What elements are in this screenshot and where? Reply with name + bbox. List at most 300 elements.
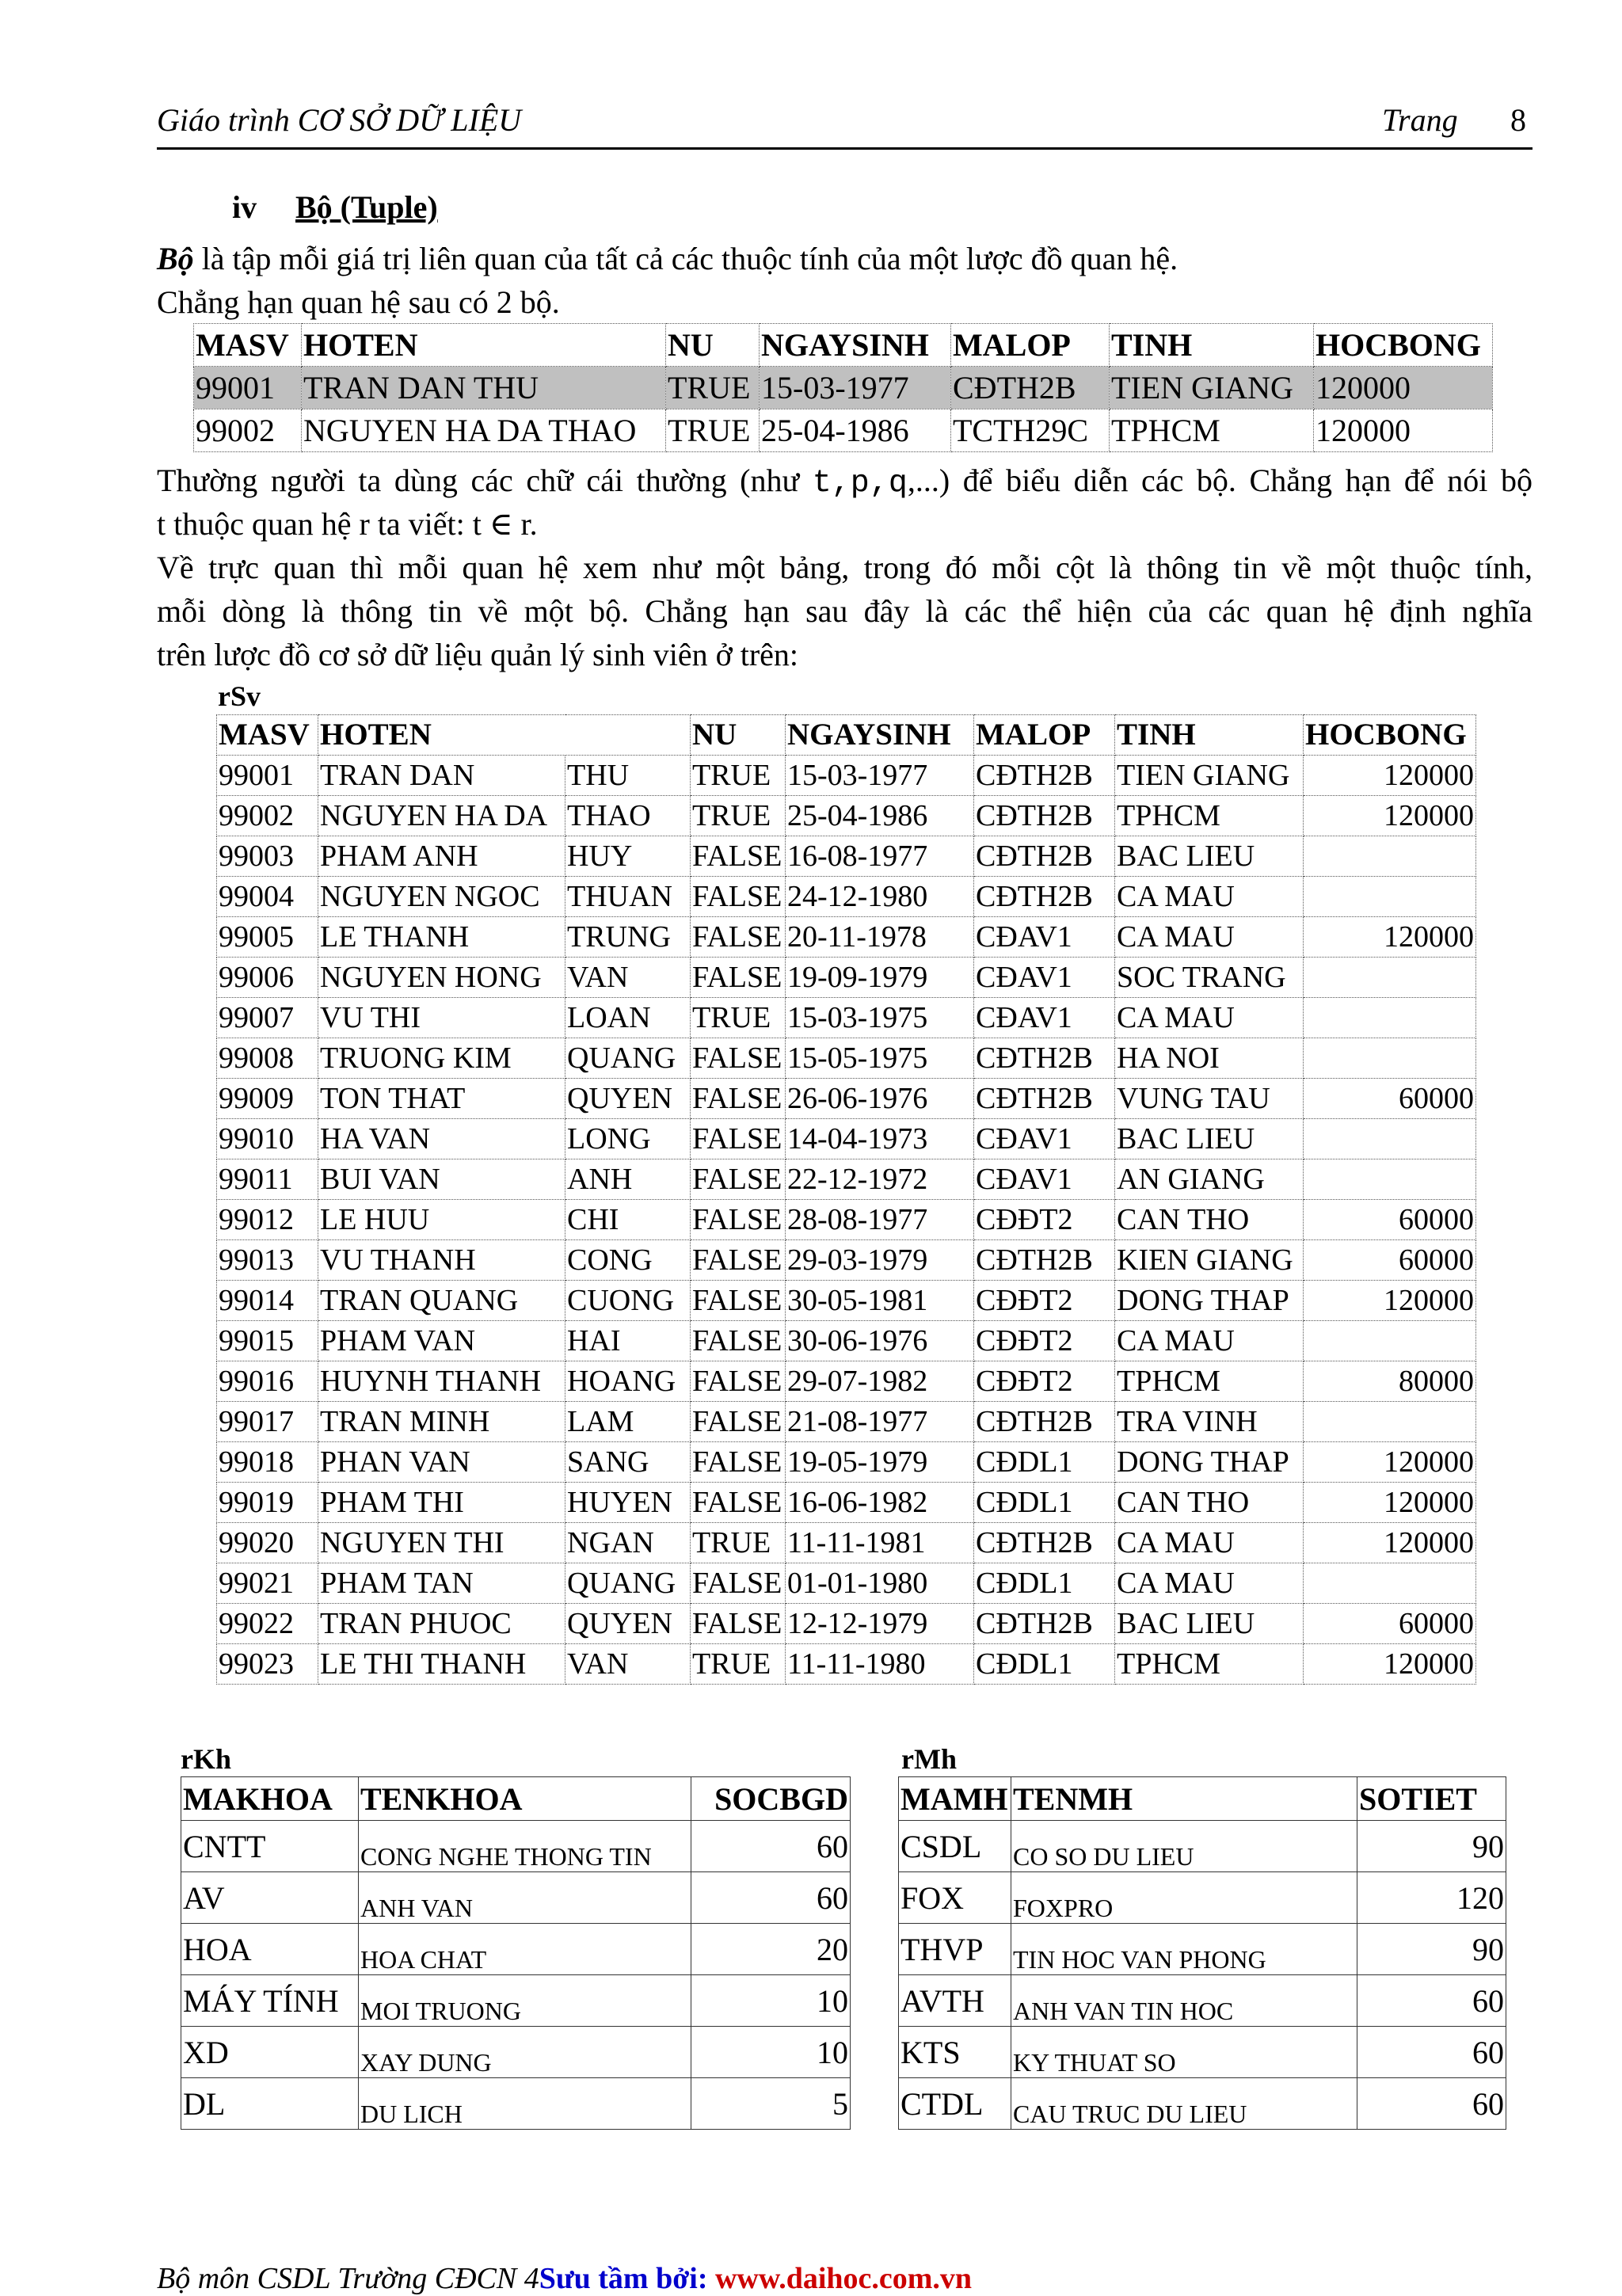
table-row — [217, 1644, 1476, 1685]
column-header: MALOP — [974, 715, 1115, 756]
table-cell: TRUE — [691, 796, 786, 836]
table-cell: TRAN DAN — [318, 756, 565, 796]
table-cell: FALSE — [691, 877, 786, 917]
table-cell: BAC LIEU — [1115, 836, 1304, 877]
footer-department: Bộ môn CSDL Trường CĐCN 4 — [157, 2262, 539, 2295]
table-cell: CĐDL1 — [974, 1483, 1115, 1523]
table-cell: VUNG TAU — [1115, 1079, 1304, 1119]
table-cell: CĐDL1 — [974, 1644, 1115, 1685]
table-row — [217, 877, 1476, 917]
table-row — [181, 1872, 851, 1924]
table-cell: CĐAV1 — [974, 958, 1115, 998]
table-cell: ANH VAN — [359, 1872, 691, 1924]
table-cell: AVTH — [899, 1975, 1011, 2027]
table-cell: 120000 — [1304, 756, 1476, 796]
footer-credit: Sưu tầm bởi: — [539, 2262, 715, 2295]
table-cell: ANH VAN TIN HOC — [1011, 1975, 1357, 2027]
header-page-label: Trang — [1382, 102, 1458, 138]
table-cell: CUONG — [565, 1281, 691, 1321]
table-cell: VU THI — [318, 998, 565, 1038]
table-cell: 20-11-1978 — [786, 917, 974, 958]
table-cell: 12-12-1979 — [786, 1604, 974, 1644]
table-cell: CĐAV1 — [974, 1159, 1115, 1200]
table-cell: PHAM ANH — [318, 836, 565, 877]
table-cell: TIEN GIANG — [1110, 367, 1314, 409]
table-row — [194, 367, 1493, 409]
table-cell: QUYEN — [565, 1079, 691, 1119]
table-cell: 99002 — [194, 409, 302, 452]
table-cell: 99002 — [217, 796, 318, 836]
rmh-table — [898, 1776, 1506, 2130]
table-row — [899, 2027, 1506, 2078]
header-title: Giáo trình CƠ SỞ DỮ LIỆU — [157, 102, 522, 138]
table-cell: 19-09-1979 — [786, 958, 974, 998]
column-header: HOTEN — [318, 715, 691, 756]
table-cell: 99022 — [217, 1604, 318, 1644]
table-row — [899, 1821, 1506, 1872]
column-header: MALOP — [951, 324, 1110, 367]
tuple-table — [193, 323, 1493, 452]
rkh-table — [181, 1776, 851, 2130]
table-row — [217, 1361, 1476, 1402]
table-row — [217, 1321, 1476, 1361]
table-row — [217, 1200, 1476, 1240]
table-cell: TRUE — [691, 756, 786, 796]
table-cell: PHAM THI — [318, 1483, 565, 1523]
table-cell: NGUYEN HA DA THAO — [302, 409, 666, 452]
table-cell: CA MAU — [1115, 877, 1304, 917]
table-cell: 99020 — [217, 1523, 318, 1563]
table-cell: FOX — [899, 1872, 1011, 1924]
paragraph-example: Chẳng hạn quan hệ sau có 2 bộ. — [157, 284, 560, 320]
table-cell: 15-05-1975 — [786, 1038, 974, 1079]
table-cell: QUYEN — [565, 1604, 691, 1644]
table-cell: 20 — [691, 1924, 851, 1975]
table-cell — [1304, 1402, 1476, 1442]
table-cell: PHAN VAN — [318, 1442, 565, 1483]
table-cell: 60 — [691, 1872, 851, 1924]
table-cell: LE THANH — [318, 917, 565, 958]
table-cell: 120000 — [1304, 917, 1476, 958]
table-cell: PHAM VAN — [318, 1321, 565, 1361]
table-row — [217, 1563, 1476, 1604]
footer — [157, 2261, 972, 2296]
table-cell: CĐTH2B — [974, 836, 1115, 877]
table-cell: 60 — [1357, 2027, 1506, 2078]
section-heading — [232, 188, 438, 226]
table-cell: NGUYEN HA DA — [318, 796, 565, 836]
table-cell: CĐĐT2 — [974, 1361, 1115, 1402]
table-cell: 15-03-1977 — [760, 367, 951, 409]
table-cell: TRAN MINH — [318, 1402, 565, 1442]
column-header: TINH — [1110, 324, 1314, 367]
table-cell: HA NOI — [1115, 1038, 1304, 1079]
column-header: TENMH — [1011, 1777, 1357, 1821]
definition-term: Bộ — [157, 241, 194, 276]
table-cell: FALSE — [691, 1604, 786, 1644]
table-row — [217, 1281, 1476, 1321]
table-cell: 99004 — [217, 877, 318, 917]
paragraph-visual-line1: Về trực quan thì mỗi quan hệ xem như một bảng, trong đó mỗi cột là thông tin về một thuộc tính, — [157, 550, 1533, 585]
table-cell: 99023 — [217, 1644, 318, 1685]
rkh-label: rKh — [181, 1743, 232, 1775]
table-row — [217, 1604, 1476, 1644]
table-cell: BAC LIEU — [1115, 1119, 1304, 1159]
table-row — [217, 1442, 1476, 1483]
table-cell: FALSE — [691, 1563, 786, 1604]
table-cell: CTDL — [899, 2078, 1011, 2130]
table-cell: 99001 — [217, 756, 318, 796]
table-cell: 11-11-1981 — [786, 1523, 974, 1563]
table-cell: 99012 — [217, 1200, 318, 1240]
table-cell: CNTT — [181, 1821, 359, 1872]
table-cell: 30-05-1981 — [786, 1281, 974, 1321]
table-cell: FALSE — [691, 1038, 786, 1079]
table-cell: 5 — [691, 2078, 851, 2130]
table-cell: TRUE — [691, 1523, 786, 1563]
table-cell: HOA CHAT — [359, 1924, 691, 1975]
table-header-row — [899, 1777, 1506, 1821]
table-cell: NGUYEN THI — [318, 1523, 565, 1563]
table-cell: CĐĐT2 — [974, 1200, 1115, 1240]
table-cell: CĐTH2B — [974, 1240, 1115, 1281]
paragraph-visual-line2: mỗi dòng là thông tin về một bộ. Chẳng hạn sau đây là các thể hiện của các quan hệ định nghĩa — [157, 593, 1533, 629]
column-header: HOTEN — [302, 324, 666, 367]
paragraph-definition — [157, 238, 1178, 280]
table-cell: 60 — [1357, 1975, 1506, 2027]
definition-text: là tập mỗi giá trị liên quan của tất cả các thuộc tính của một lược đồ quan hệ. — [193, 241, 1178, 276]
table-cell: LOAN — [565, 998, 691, 1038]
table-cell: THU — [565, 756, 691, 796]
table-cell — [1304, 877, 1476, 917]
table-cell: HOANG — [565, 1361, 691, 1402]
column-header: MASV — [194, 324, 302, 367]
table-cell: CĐTH2B — [974, 1523, 1115, 1563]
table-cell: KIEN GIANG — [1115, 1240, 1304, 1281]
table-cell: NGUYEN HONG — [318, 958, 565, 998]
table-cell: CĐĐT2 — [974, 1281, 1115, 1321]
table-cell: CA MAU — [1115, 917, 1304, 958]
table-row — [899, 2078, 1506, 2130]
rsv-table — [216, 714, 1476, 1685]
table-cell: CAU TRUC DU LIEU — [1011, 2078, 1357, 2130]
table-cell: XAY DUNG — [359, 2027, 691, 2078]
table-cell: CĐTH2B — [974, 756, 1115, 796]
table-row — [181, 2027, 851, 2078]
table-cell: TRUE — [666, 367, 760, 409]
table-cell: 99009 — [217, 1079, 318, 1119]
table-cell: TON THAT — [318, 1079, 565, 1119]
table-row — [194, 409, 1493, 452]
column-header: HOCBONG — [1304, 715, 1476, 756]
table-cell: 120000 — [1304, 1281, 1476, 1321]
table-row — [217, 1038, 1476, 1079]
table-row — [217, 958, 1476, 998]
table-cell: FALSE — [691, 1402, 786, 1442]
table-row — [217, 917, 1476, 958]
table-cell: TCTH29C — [951, 409, 1110, 452]
table-cell: CĐDL1 — [974, 1563, 1115, 1604]
header-rule — [157, 147, 1533, 150]
table-header-row — [181, 1777, 851, 1821]
table-cell: TRUNG — [565, 917, 691, 958]
table-row — [217, 756, 1476, 796]
table-cell: 80000 — [1304, 1361, 1476, 1402]
notation-text-b: ,...) để biểu diễn các bộ. Chẳng hạn để nói bộ — [907, 463, 1533, 498]
table-cell: FALSE — [691, 1442, 786, 1483]
table-cell: CĐTH2B — [974, 1079, 1115, 1119]
paragraph-visual-line3: trên lược đồ cơ sở dữ liệu quản lý sinh viên ở trên: — [157, 637, 799, 672]
column-header: MAMH — [899, 1777, 1011, 1821]
column-header: TINH — [1115, 715, 1304, 756]
table-cell: TRAN DAN THU — [302, 367, 666, 409]
notation-text-a: Thường người ta dùng các chữ cái thường (như — [157, 463, 813, 498]
rsv-label: rSv — [218, 680, 261, 712]
table-cell: CA MAU — [1115, 1321, 1304, 1361]
table-cell: TRUE — [691, 998, 786, 1038]
table-row — [217, 836, 1476, 877]
table-cell: 28-08-1977 — [786, 1200, 974, 1240]
table-row — [217, 1119, 1476, 1159]
table-cell: MÁY TÍNH — [181, 1975, 359, 2027]
table-cell: 120 — [1357, 1872, 1506, 1924]
table-cell: XD — [181, 2027, 359, 2078]
table-cell: 99011 — [217, 1159, 318, 1200]
table-cell: SANG — [565, 1442, 691, 1483]
table-row — [217, 1240, 1476, 1281]
table-cell: TRAN QUANG — [318, 1281, 565, 1321]
table-cell: ANH — [565, 1159, 691, 1200]
column-header: HOCBONG — [1314, 324, 1493, 367]
table-cell: HAI — [565, 1321, 691, 1361]
table-row — [217, 998, 1476, 1038]
table-cell: 26-06-1976 — [786, 1079, 974, 1119]
table-cell: 99006 — [217, 958, 318, 998]
table-cell: VAN — [565, 958, 691, 998]
table-cell: CHI — [565, 1200, 691, 1240]
table-cell: FALSE — [691, 836, 786, 877]
table-cell: 99014 — [217, 1281, 318, 1321]
table-cell: CĐAV1 — [974, 1119, 1115, 1159]
table-cell: 60 — [1357, 2078, 1506, 2130]
table-cell: FALSE — [691, 958, 786, 998]
table-cell: AN GIANG — [1115, 1159, 1304, 1200]
table-cell: TRUE — [666, 409, 760, 452]
table-cell: THUAN — [565, 877, 691, 917]
table-cell: 120000 — [1314, 409, 1493, 452]
table-cell: 99016 — [217, 1361, 318, 1402]
table-cell: DU LICH — [359, 2078, 691, 2130]
table-cell: 25-04-1986 — [786, 796, 974, 836]
table-cell: FALSE — [691, 1159, 786, 1200]
table-row — [217, 1402, 1476, 1442]
table-cell: HOA — [181, 1924, 359, 1975]
table-cell: 60000 — [1304, 1604, 1476, 1644]
table-cell — [1304, 1321, 1476, 1361]
section-number: iv — [232, 189, 257, 225]
table-cell: CĐDL1 — [974, 1442, 1115, 1483]
paragraph-notation-line1 — [157, 459, 1533, 505]
column-header: NU — [666, 324, 760, 367]
table-cell: MOI TRUONG — [359, 1975, 691, 2027]
table-cell: FALSE — [691, 1200, 786, 1240]
table-cell: TRUONG KIM — [318, 1038, 565, 1079]
header-page-number: 8 — [1510, 102, 1526, 138]
table-cell: 120000 — [1304, 1483, 1476, 1523]
table-cell: TPHCM — [1115, 796, 1304, 836]
table-cell: AV — [181, 1872, 359, 1924]
table-cell: LONG — [565, 1119, 691, 1159]
table-cell: 120000 — [1314, 367, 1493, 409]
table-cell: FALSE — [691, 1281, 786, 1321]
table-row — [899, 1975, 1506, 2027]
table-row — [181, 1975, 851, 2027]
paragraph-notation-line2: t thuộc quan hệ r ta viết: t ∈ r. — [157, 506, 538, 542]
table-cell: VU THANH — [318, 1240, 565, 1281]
table-cell — [1304, 1119, 1476, 1159]
table-cell: BUI VAN — [318, 1159, 565, 1200]
column-header: TENKHOA — [359, 1777, 691, 1821]
table-cell: 90 — [1357, 1821, 1506, 1872]
table-cell: CA MAU — [1115, 1563, 1304, 1604]
table-cell: KTS — [899, 2027, 1011, 2078]
table-cell: CO SO DU LIEU — [1011, 1821, 1357, 1872]
table-cell: LE THI THANH — [318, 1644, 565, 1685]
table-cell: 24-12-1980 — [786, 877, 974, 917]
table-cell — [1304, 1159, 1476, 1200]
table-cell: 29-03-1979 — [786, 1240, 974, 1281]
table-cell: 99019 — [217, 1483, 318, 1523]
table-cell: 60 — [691, 1821, 851, 1872]
table-cell: THVP — [899, 1924, 1011, 1975]
table-cell: 60000 — [1304, 1200, 1476, 1240]
table-cell: CAN THO — [1115, 1200, 1304, 1240]
column-header: MAKHOA — [181, 1777, 359, 1821]
table-header-row — [217, 715, 1476, 756]
table-cell: FOXPRO — [1011, 1872, 1357, 1924]
table-cell: FALSE — [691, 1321, 786, 1361]
table-cell: TRA VINH — [1115, 1402, 1304, 1442]
table-cell: TPHCM — [1110, 409, 1314, 452]
table-cell: CĐTH2B — [974, 1402, 1115, 1442]
table-row — [217, 1483, 1476, 1523]
table-cell: 99008 — [217, 1038, 318, 1079]
table-cell: 99010 — [217, 1119, 318, 1159]
table-cell: NGAN — [565, 1523, 691, 1563]
table-cell: CĐTH2B — [974, 1604, 1115, 1644]
table-cell: 90 — [1357, 1924, 1506, 1975]
rmh-label: rMh — [901, 1743, 957, 1775]
table-cell: 10 — [691, 2027, 851, 2078]
table-header-row — [194, 324, 1493, 367]
column-header: SOCBGD — [691, 1777, 851, 1821]
table-cell: LE HUU — [318, 1200, 565, 1240]
table-cell: DL — [181, 2078, 359, 2130]
table-cell: FALSE — [691, 917, 786, 958]
table-cell: 60000 — [1304, 1079, 1476, 1119]
table-cell: PHAM TAN — [318, 1563, 565, 1604]
table-cell: 29-07-1982 — [786, 1361, 974, 1402]
table-row — [217, 796, 1476, 836]
table-cell: 99018 — [217, 1442, 318, 1483]
table-cell: 99013 — [217, 1240, 318, 1281]
table-cell: TIEN GIANG — [1115, 756, 1304, 796]
table-cell: QUANG — [565, 1563, 691, 1604]
table-cell: 16-06-1982 — [786, 1483, 974, 1523]
table-cell: 25-04-1986 — [760, 409, 951, 452]
table-cell: CĐTH2B — [974, 796, 1115, 836]
table-cell: 99021 — [217, 1563, 318, 1604]
table-cell: QUANG — [565, 1038, 691, 1079]
table-cell: DONG THAP — [1115, 1442, 1304, 1483]
table-cell: TRAN PHUOC — [318, 1604, 565, 1644]
table-cell: 99007 — [217, 998, 318, 1038]
column-header: NGAYSINH — [786, 715, 974, 756]
table-cell: 99005 — [217, 917, 318, 958]
table-cell: 99003 — [217, 836, 318, 877]
table-cell: TPHCM — [1115, 1644, 1304, 1685]
table-cell: CSDL — [899, 1821, 1011, 1872]
table-cell: KY THUAT SO — [1011, 2027, 1357, 2078]
section-title: Bộ (Tuple) — [295, 189, 438, 225]
table-cell: TPHCM — [1115, 1361, 1304, 1402]
column-header: MASV — [217, 715, 318, 756]
table-cell: 15-03-1975 — [786, 998, 974, 1038]
table-cell: 11-11-1980 — [786, 1644, 974, 1685]
column-header: SOTIET — [1357, 1777, 1506, 1821]
column-header: NGAYSINH — [760, 324, 951, 367]
notation-code: t,p,q — [812, 466, 908, 501]
table-cell: 01-01-1980 — [786, 1563, 974, 1604]
table-cell: CĐAV1 — [974, 917, 1115, 958]
table-cell: 120000 — [1304, 796, 1476, 836]
table-cell: THAO — [565, 796, 691, 836]
table-cell: 15-03-1977 — [786, 756, 974, 796]
table-cell: CA MAU — [1115, 1523, 1304, 1563]
table-cell: 22-12-1972 — [786, 1159, 974, 1200]
table-cell: 99001 — [194, 367, 302, 409]
table-cell: FALSE — [691, 1119, 786, 1159]
table-cell: CA MAU — [1115, 998, 1304, 1038]
table-cell: NGUYEN NGOC — [318, 877, 565, 917]
table-cell: CĐTH2B — [974, 1038, 1115, 1079]
table-cell: 60000 — [1304, 1240, 1476, 1281]
table-cell: CĐTH2B — [974, 877, 1115, 917]
table-cell: 10 — [691, 1975, 851, 2027]
table-cell: 120000 — [1304, 1442, 1476, 1483]
table-cell: FALSE — [691, 1079, 786, 1119]
table-cell: LAM — [565, 1402, 691, 1442]
table-cell: CAN THO — [1115, 1483, 1304, 1523]
table-cell: 99017 — [217, 1402, 318, 1442]
table-cell — [1304, 836, 1476, 877]
footer-site-link[interactable]: www.daihoc.com.vn — [714, 2262, 973, 2295]
table-cell: TRUE — [691, 1644, 786, 1685]
table-cell — [1304, 1563, 1476, 1604]
table-cell: 14-04-1973 — [786, 1119, 974, 1159]
table-cell: TIN HOC VAN PHONG — [1011, 1924, 1357, 1975]
table-cell: HA VAN — [318, 1119, 565, 1159]
table-cell: HUYEN — [565, 1483, 691, 1523]
table-row — [217, 1159, 1476, 1200]
table-row — [217, 1523, 1476, 1563]
table-cell: 120000 — [1304, 1523, 1476, 1563]
table-cell — [1304, 958, 1476, 998]
table-cell: CONG — [565, 1240, 691, 1281]
table-cell: HUYNH THANH — [318, 1361, 565, 1402]
table-cell: CĐAV1 — [974, 998, 1115, 1038]
table-cell: 120000 — [1304, 1644, 1476, 1685]
